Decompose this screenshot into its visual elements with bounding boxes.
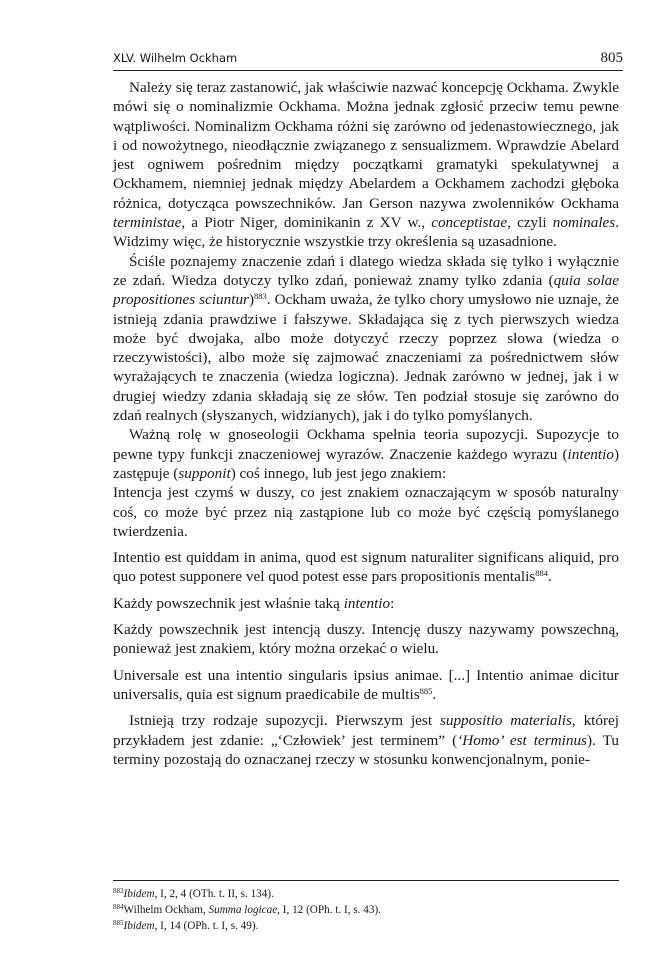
latin-term: intentio [567, 445, 614, 463]
block-quote-intro [113, 594, 619, 613]
footnote-number: 885 [113, 919, 124, 927]
paragraph-text: , czyli [507, 214, 553, 232]
latin-term: suppositio materialis [439, 712, 572, 730]
latin-term: supponit [178, 464, 231, 482]
quote-text: Każdy powszechnik jest właśnie taką [113, 594, 344, 612]
footnote-number: 884 [113, 903, 124, 911]
running-header [113, 50, 623, 67]
quote-text: : [390, 594, 395, 612]
footnote-source: Ibidem [123, 920, 155, 932]
latin-term: conceptistae [431, 214, 508, 232]
latin-term: intentio [343, 594, 391, 612]
block-quote-polish: Intencja jest czymś w duszy, co jest znakiem oznaczającym w sposób naturalny coś, co może być przez nią zastąpione lub co może być częścią pomyślanego twierdzenia. [113, 484, 619, 540]
main-text [113, 78, 619, 769]
paragraph-text: , której przykładem jest zdanie: „‘Człowiek’ jest terminem” ( [113, 712, 619, 749]
footnote-ref[interactable]: 883 [254, 291, 267, 302]
footnote-source: Wilhelm Ockham, [123, 904, 209, 916]
paragraph-text: . Ockham uważa, że tylko chory umysłowo nie uznaje, że istnieją zdania prawdziwe i fałszywe. Składająca się z tych pierwszych wiedza może być dwojaka, albo może dotyczyć rzeczy poprzez słowa (wiedza o rzeczywistości), albo może się zajmować znaczeniami za pośrednictwem słów wyrażających te znaczenia (wiedza logiczna). Jednak zarówno w jednej, jak i w drugiej wiedzy zdania składają się ze słów. Ten podział stosuje się zarówno do zdań realnych (słyszanych, widzianych), jak i do tylko pomyślanych. [113, 291, 619, 425]
block-quote-latin-2: Universale est una intentio singularis ipsius animae. [...] Intentio animae dicitur universalis, quia est signum praedicabile de multis$^{885}$. [113, 666, 619, 703]
paragraph-text: ) zastępuje ( [113, 445, 619, 482]
paragraph-text: ). Tu terminy pozostają do oznaczanej rzeczy w stosunku konwencjonalnym, ponie- [113, 731, 619, 768]
footnote-rule [113, 880, 619, 881]
footnote-885 [113, 918, 619, 934]
quote-text: Universale est una intentio singularis ipsius animae. [...] Intentio animae dicitur universalis, quia est signum praedicabile de multis [113, 666, 619, 703]
latin-term: terministae [113, 214, 182, 232]
paragraph-nominalism [113, 78, 619, 252]
page-number: 805 [600, 50, 623, 66]
footnote-ref[interactable]: 885 [419, 685, 433, 696]
footnote-number: 883 [113, 887, 124, 895]
paragraph-text: ) coś innego, lub jest jego znakiem: [230, 464, 447, 482]
latin-term: quia solae propositiones sciuntur [113, 271, 620, 309]
footnote-ref[interactable]: 884 [535, 568, 548, 579]
paragraph-three-suppositions [113, 711, 619, 769]
footnote-text: , I, 12 (OPh. t. I, s. 43). [277, 904, 381, 916]
latin-term: ‘Homo’ est terminus [457, 731, 587, 749]
paragraph-text: Ważną rolę w gnoseologii Ockhama spełnia teoria supozycji. Supozycje to pewne typy funkcji znaczeniowej wyrazów. Znaczenie każdego wyrazu ( [113, 426, 619, 463]
footnote-source: Ibidem [123, 888, 155, 900]
paragraph-text: Należy się teraz zastanowić, jak właściwie nazwać koncepcję Ockhama. Zwykle mówi się o nominalizmie Ockhama. Można jednak zgłosić przeciw temu pewne wątpliwości. Nominalizm Ockhama różni się zarówno od jedenastowiecznego, jak i od nowożytnego, nieodłącznie związanego z sensualizmem. Wprawdzie Abelard jest ogniwem pośrednim między początkami gramatyki spekulatywnej a Ockhamem, niemniej jednak między Abelardem a Ockhamem zachodzi głęboka różnica, dotycząca powszechników. Jan Gerson nazywa zwolenników Ockhama [113, 79, 619, 212]
paragraph-text: . Widzimy więc, że historycznie wszystkie trzy określenia są uzasadnione. [113, 214, 619, 251]
quote-text: Intentio est quiddam in anima, quod est signum naturaliter significans aliquid, pro quo potest supponere vel quod potest esse pars propositionis mentalis [113, 549, 619, 586]
running-title: XLV. Wilhelm Ockham [113, 51, 238, 65]
paragraph-text: Istnieją trzy rodzaje supozycji. Pierwszym jest [129, 712, 440, 730]
latin-term: nominales [552, 214, 616, 232]
paragraph-supposition [113, 425, 619, 483]
footnotes [113, 886, 619, 934]
paragraph-knowledge: Ściśle poznajemy znaczenie zdań i dlatego wiedza składa się tylko i wyłącznie ze zdań. Wiedza dotyczy tylko zdań, ponieważ znamy tylko zdania (quia solae propositiones sciuntur)$^{883}$. Ockham uważa, że tylko chory umysłowo nie uznaje, że istnieją zdania prawdziwe i fałszywe. Składająca się z tych pierwszych wiedza może być dwojaka, albo może dotyczyć rzeczy poprzez słowa (wiedza o rzeczywistości), albo może się zajmować znaczeniami za pośrednictwem słów wyrażających te znaczenia (wiedza logiczna). Jednak zarówno w jednej, jak i w drugiej wiedzy zdania składają się ze słów. Ten podział stosuje się zarówno do zdań realnych (słyszanych, widzianych), jak i do tylko pomyślanych. [113, 252, 620, 425]
footnote-883 [113, 886, 619, 902]
footnote-text: , I, 2, 4 (OTh. t. II, s. 134). [154, 888, 274, 900]
footnote-884 [113, 902, 619, 918]
block-quote-latin: Intentio est quiddam in anima, quod est signum naturaliter significans aliquid, pro quo potest supponere vel quod potest esse pars propositionis mentalis$^{884}$. [113, 549, 619, 586]
footnote-text: , I, 14 (OPh. t. I, s. 49). [154, 920, 259, 932]
footnote-title: Summa logicae [208, 904, 278, 916]
header-rule [113, 70, 623, 71]
paragraph-text: Ściśle poznajemy znaczenie zdań i dlatego wiedza składa się tylko i wyłącznie ze zdań. Wiedza dotyczy tylko zdań, ponieważ znamy tylko zdania ( [113, 252, 619, 289]
paragraph-text: , a Piotr Niger, dominikanin z XV w., [181, 214, 432, 232]
block-quote-polish-2: Każdy powszechnik jest intencją duszy. Intencję duszy nazywamy powszechną, ponieważ jest znakiem, który można orzekać o wielu. [113, 621, 619, 658]
